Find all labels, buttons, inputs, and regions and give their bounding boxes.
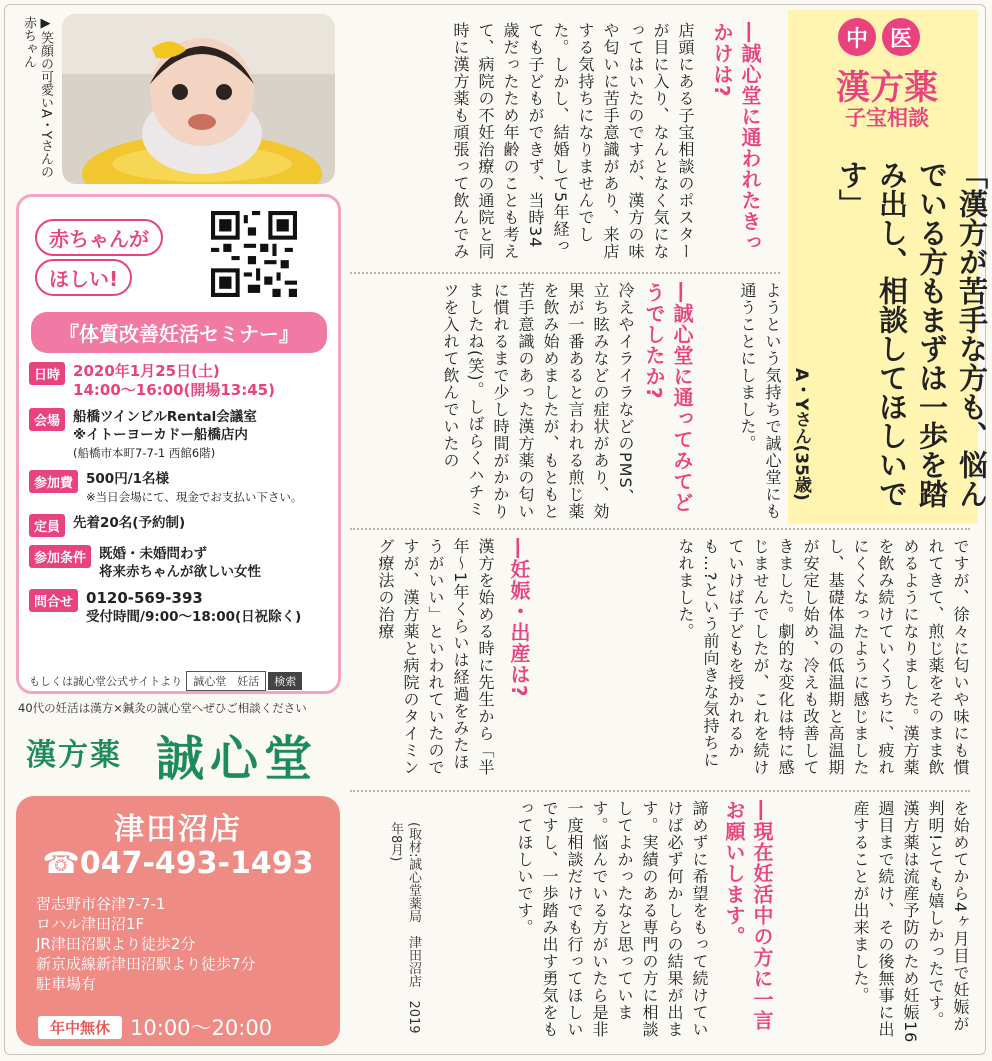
detail-row-date <box>29 362 334 400</box>
baby-photo <box>62 14 335 184</box>
detail-row-capacity <box>29 514 334 537</box>
detail-label: 日時 <box>29 362 65 385</box>
detail-fee-note: ※当日会場にて、現金でお支払い下さい。 <box>86 490 303 504</box>
detail-label: 定員 <box>29 514 65 537</box>
search-button[interactable]: 検索 <box>268 672 302 690</box>
seminar-title: 『体質改善妊活セミナー』 <box>31 312 327 353</box>
photo-caption: ▶笑顔の可愛いA・Yさんの赤ちゃん <box>21 16 53 178</box>
detail-row-conditions <box>29 545 334 581</box>
address-line: 習志野市谷津7-7-1 <box>36 895 166 913</box>
answer-paragraph-1-cont: ようという気持ちで誠心堂にも通うことにしました。 <box>738 282 782 520</box>
detail-label: 参加費 <box>29 470 78 493</box>
question-heading-1: ―誠心堂に通われたきっかけは? <box>710 22 762 253</box>
detail-venue: 船橋ツインビルRental会議室 <box>73 409 257 425</box>
site-search-line <box>29 671 302 691</box>
question-heading-3: ―妊娠・出産は? <box>507 538 531 698</box>
detail-row-venue <box>29 408 334 462</box>
detail-date: 2020年1月25日(土) <box>73 362 220 380</box>
detail-fee: 500円/1名様 <box>86 471 170 487</box>
answer-paragraph-3: ですが、徐々に匂いや味にも慣れてきて、煎じ薬をそのまま飲めるようになりました。漢方薬を飲み続けていくうちに、疲れにくくなったように感じましたし、基礎体温の低温期と高温期が安定し始め、冷えも改善してきました。劇的な変化は特に感じませんでしたが、これを続けていけば子どもを授かれるかも…?という前向きな気持ちになれました。 <box>676 538 970 776</box>
answer-paragraph-6: 諦めずに希望をもって続けていけば必ず何かしらの結果が出ます。実績のある専門の方に相談してよかったなと思っています。悩んでいる方がいたら是非一度相談だけでも行ってほしいですし、一歩踏み出す勇気をもってほしいです。 <box>515 800 709 1038</box>
access-line: 新京成線新津田沼駅より徒歩7分 <box>36 955 256 973</box>
section-subtitle: 子宝相談 <box>845 106 929 130</box>
holiday-tag: 年中無休 <box>38 1016 122 1039</box>
detail-condition-1: 既婚・未婚問わず <box>99 546 208 562</box>
store-phone[interactable]: ☎047-493-1493 <box>42 846 314 881</box>
seminar-bubble-2: ほしい! <box>35 259 132 296</box>
answer-paragraph-4: 漢方を始める時に先生から「半年～1年くらいは経過をみたほうがいい」といわれていたのですが、漢方薬と病院のタイミング療法の治療 <box>376 538 495 776</box>
site-prefix: もしくは誠心堂公式サイトより <box>29 675 183 688</box>
detail-label: 参加条件 <box>29 545 91 568</box>
access-line: JR津田沼駅より徒歩2分 <box>36 935 196 953</box>
consult-note: 40代の妊活は漢方×鍼灸の誠心堂へぜひご相談ください <box>18 701 307 715</box>
detail-label: 問合せ <box>29 589 78 612</box>
detail-row-contact <box>29 589 334 626</box>
question-heading-2: ―誠心堂に通ってみてどうでしたか? <box>642 282 694 513</box>
search-box[interactable]: 誠心堂 妊活 <box>186 671 266 691</box>
store-name: 津田沼店 <box>114 812 242 847</box>
qr-code-icon[interactable] <box>211 211 297 297</box>
opening-hours: 10:00～20:00 <box>130 1016 273 1040</box>
divider <box>350 528 970 530</box>
badge-chu: 中 <box>838 18 876 56</box>
contact-phone[interactable]: 0120-569-393 <box>86 589 203 607</box>
article-headline: 「漢方が苦手な方も、悩んでいる方もまずは一歩を踏み出し、相談してほしいです」 <box>835 160 989 508</box>
detail-venue-address: (船橋市本町7-7-1 西館6階) <box>73 446 216 460</box>
store-info <box>16 796 340 1046</box>
question-heading-4: ―現在妊活中の方に一言お願いします。 <box>722 800 774 1031</box>
section-title: 漢方薬 <box>836 68 938 108</box>
detail-condition-2: 将来赤ちゃんが欲しい女性 <box>99 564 262 580</box>
contact-hours: 受付時間/9:00～18:00(日祝除く) <box>86 609 302 625</box>
divider <box>350 272 780 274</box>
parking-line: 駐車場有 <box>36 975 97 993</box>
detail-capacity: 先着20名(予約制) <box>73 515 186 531</box>
seminar-details <box>29 362 334 634</box>
seminar-box <box>16 194 341 694</box>
address-line: ロハル津田沼1F <box>36 915 145 933</box>
detail-row-fee <box>29 470 334 506</box>
badge-i: 医 <box>882 18 920 56</box>
category-badges <box>838 18 920 56</box>
detail-label: 会場 <box>29 408 65 431</box>
logo-small-text: 漢方薬 <box>26 738 122 773</box>
logo-big-text: 誠心堂 <box>156 731 319 787</box>
store-address <box>36 894 256 994</box>
answer-paragraph-1: 店頭にある子宝相談のポスターが目に入り、なんとなく気になってはいたのですが、漢方の味や匂いに苦手意識があり、来店する気持ちになりませんでした。しかし、結婚して5年経っても子どもができず、当時34歳だったため年齢のことも考えて、病院の不妊治療の通院と同時に漢方薬も頑張って飲んでみ <box>451 22 695 260</box>
answer-paragraph-5: を始めてから4ヶ月目で妊娠が判明!とても嬉しかったです。漢方薬は流産予防のため妊娠16週目まで続け、その後無事に出産することが出来ました。 <box>851 800 970 1044</box>
seminar-bubble-1: 赤ちゃんが <box>35 219 163 256</box>
detail-time: 14:00～16:00(開場13:45) <box>73 381 275 399</box>
interview-credit: (取材:誠心堂薬局 津田沼店 2019年8月) <box>388 822 421 1034</box>
article-byline: A・Yさん(35歳) <box>791 368 811 501</box>
store-hours <box>38 1012 272 1042</box>
detail-venue-note: ※イトーヨーカドー船橋店内 <box>73 427 248 443</box>
answer-paragraph-2: 冷えやイライラなどのPMS、立ち眩みなどの症状があり、効果が一番あると言われる煎じ薬を飲み始めましたが、もともと苦手意識のあった漢方薬の匂いに慣れるまで少し時間がかかりましたね(笑)。しばらくハチミツを入れて飲んでいたの <box>441 282 635 520</box>
seishindo-logo <box>16 720 346 790</box>
divider <box>350 790 970 792</box>
